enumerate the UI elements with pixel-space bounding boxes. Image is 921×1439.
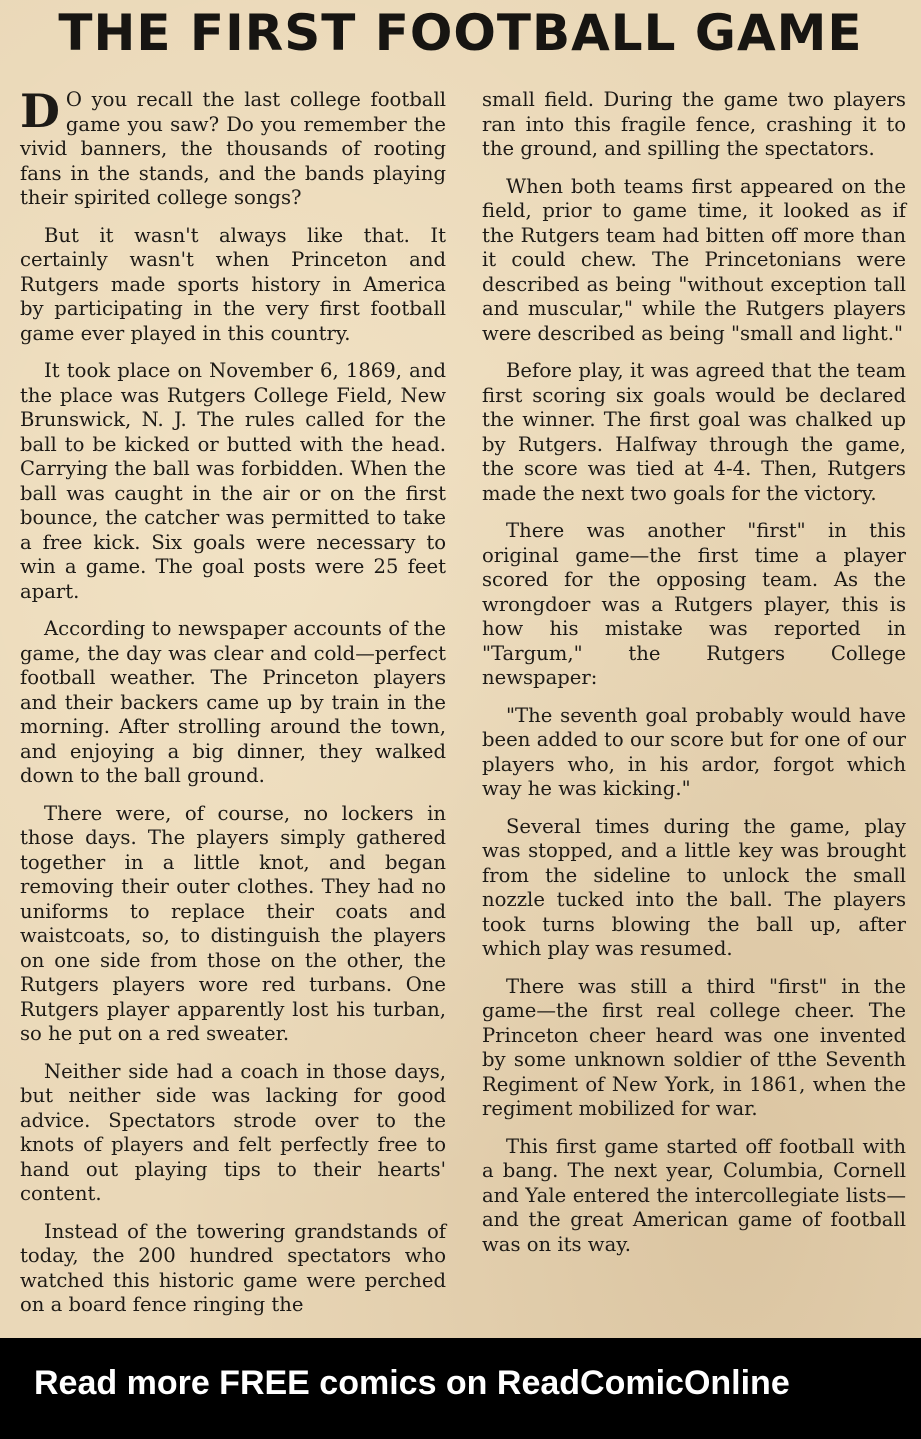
paragraph: small field. During the game two players ran into this fragile fence, crashing it to the ground, and spilling the spectators. — [482, 88, 906, 160]
article-title: THE FIRST FOOTBALL GAME — [58, 4, 863, 62]
footer-banner — [0, 1338, 921, 1439]
drop-cap: D — [20, 84, 60, 138]
right-column — [482, 88, 906, 1270]
paragraph: There was another "first" in this original game—the first time a player scored for the opposing team. As the wrongdoer was a Rutgers player, this is how his mistake was reported in "Targum," the Rutgers College newspaper: — [482, 519, 906, 689]
paragraph — [20, 84, 446, 211]
paragraph: This first game started off football with a bang. The next year, Columbia, Cornell and Yale entered the intercollegiate lists—and the great American game of football was on its way. — [482, 1134, 906, 1256]
quote-paragraph: "The seventh goal probably would have been added to our score but for one of our players who, in his ardor, forgot which way he was kicking." — [482, 703, 906, 800]
paragraph: Before play, it was agreed that the team first scoring six goals would be declared the winner. The first goal was chalked up by Rutgers. Halfway through the game, the score was tied at 4-4. Then, Rutgers made the next two goals for the victory. — [482, 359, 906, 505]
paragraph: It took place on November 6, 1869, and the place was Rutgers College Field, New Brunswick, N. J. The rules called for the ball to be kicked or butted with the head. Carrying the ball was forbidden. When the ball was caught in the air or on the first bounce, the catcher was permitted to take a free kick. Six goals were necessary to win a game. The goal posts were 25 feet apart. — [20, 359, 446, 603]
paragraph: There was still a third "first" in the game—the first real college cheer. The Princeton cheer heard was one invented by some unknown soldier of tthe Seventh Regiment of New York, in 1861, when the regiment mobilized for war. — [482, 974, 906, 1120]
paragraph: There were, of course, no lockers in those days. The players simply gathered together in a little knot, and began removing their outer clothes. They had no uniforms to replace their coats and waistcoats, so, to distinguish the players on one side from those on the other, the Rutgers players wore red turbans. One Rutgers player apparently lost his turban, so he put on a red sweater. — [20, 801, 446, 1045]
paragraph: When both teams first appeared on the field, prior to game time, it looked as if the Rutgers team had bitten off more than it could chew. The Princetonians were described as being "without exception tall and muscular," while the Rutgers players were described as being "small and light." — [482, 174, 906, 345]
paragraph: According to newspaper accounts of the game, the day was clear and cold—perfect football weather. The Princeton players and their backers came up by train in the morning. After strolling around the town, and enjoying a big dinner, they walked down to the ball ground. — [20, 617, 446, 787]
paragraph: Several times during the game, play was stopped, and a little key was brought from the sideline to unlock the small nozzle tucked into the ball. The players took turns blowing the ball up, after which play was resumed. — [482, 814, 906, 960]
paragraph-text: O you recall the last college football game you saw? Do you remember the vivid banners, the thousands of rooting fans in the stands, and the bands playing their spirited college songs? — [20, 88, 446, 209]
left-column — [20, 84, 446, 1331]
paragraph: But it wasn't always like that. It certainly wasn't when Princeton and Rutgers made sports history in America by participating in the very first football game ever played in this country. — [20, 223, 446, 345]
paragraph: Instead of the towering grandstands of today, the 200 hundred spectators who watched this historic game were perched on a board fence ringing the — [20, 1219, 446, 1316]
paragraph: Neither side had a coach in those days, but neither side was lacking for good advice. Spectators strode over to the knots of players and felt perfectly free to hand out playing tips to their hearts' content. — [20, 1059, 446, 1205]
footer-link-text[interactable]: Read more FREE comics on ReadComicOnline — [34, 1364, 790, 1402]
